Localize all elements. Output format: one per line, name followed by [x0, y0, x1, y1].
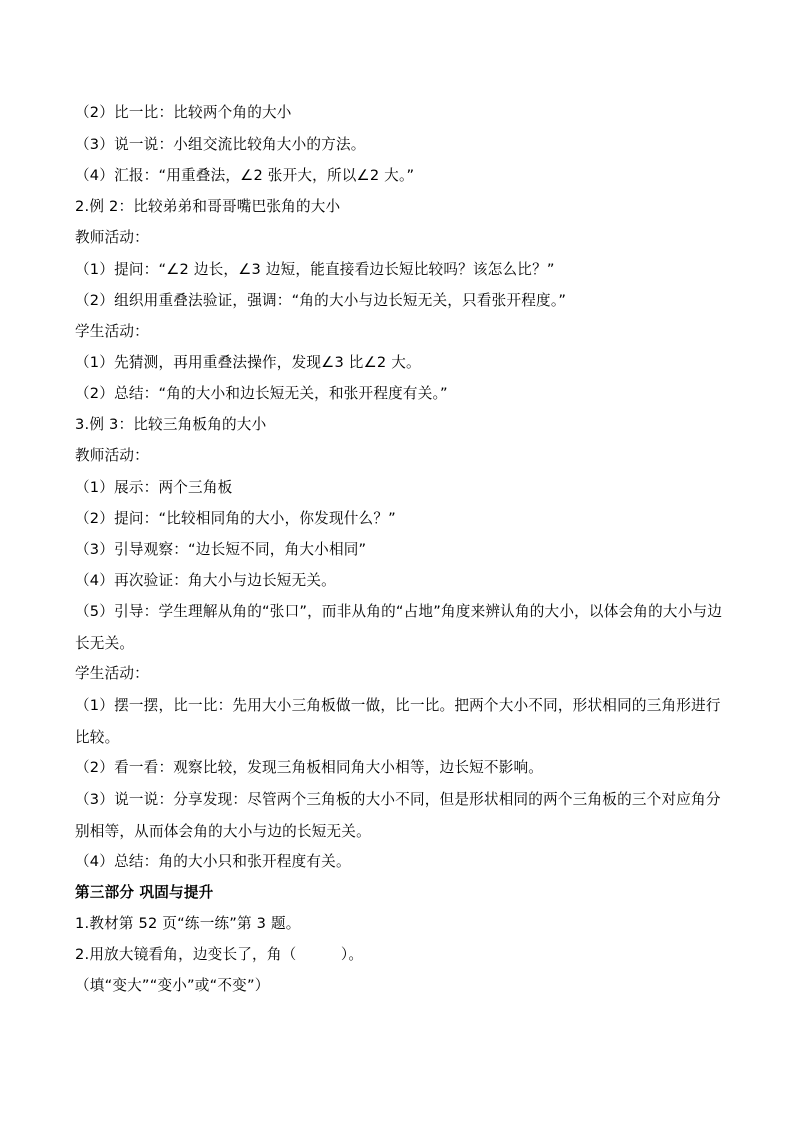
exercise-1: 1.教材第 52 页“练一练”第 3 题。 — [75, 915, 301, 932]
text-paragraph-arrange: （1）摆一摆，比一比：先用大小三角板做一做，比一比。把两个大小不同，形状相同的三角形进行比较。 — [75, 697, 721, 746]
teacher-activity-label-2: 教师活动： — [75, 447, 149, 464]
text-line-overlap-verify: （2）组织用重叠法验证，强调：“角的大小与边长短无关，只看张开程度。” — [75, 292, 567, 309]
text-line-ask-same-angle: （2）提问：“比较相同角的大小，你发现什么？” — [75, 510, 396, 527]
text-line-question: （1）提问：“∠2 边长，∠3 边短，能直接看边长短比较吗？该怎么比？” — [75, 261, 555, 278]
text-line-guide-observe: （3）引导观察：“边长短不同，角大小相同” — [75, 541, 367, 558]
exercise-2-hint: （填“变大”“变小”或“不变”） — [75, 977, 270, 994]
example-2-heading: 2.例 2：比较弟弟和哥哥嘴巴张角的大小 — [75, 198, 341, 215]
student-activity-label-1: 学生活动： — [75, 323, 149, 340]
text-line-discuss-method: （3）说一说：小组交流比较角大小的方法。 — [75, 136, 366, 153]
text-paragraph-guide: （5）引导：学生理解从角的“张口”，而非从角的“占地”角度来辨认角的大小，以体会角的大小与边长无关。 — [75, 603, 723, 652]
text-line-show: （1）展示：两个三角板 — [75, 479, 233, 496]
teacher-activity-label-1: 教师活动： — [75, 229, 149, 246]
text-line-verify-again: （4）再次验证：角大小与边长短无关。 — [75, 572, 336, 589]
text-line-guess: （1）先猜测，再用重叠法操作，发现∠3 比∠2 大。 — [75, 354, 421, 371]
text-line-compare-two: （2）比一比：比较两个角的大小 — [75, 104, 292, 121]
text-line-summary-1: （2）总结：“角的大小和边长短无关，和张开程度有关。” — [75, 385, 448, 402]
exercise-2: 2.用放大镜看角，边变长了，角（ ）。 — [75, 946, 364, 963]
text-paragraph-share: （3）说一说：分享发现：尽管两个三角板的大小不同，但是形状相同的两个三角板的三个对应角分别相等，从而体会角的大小与边的长短无关。 — [75, 791, 721, 840]
text-line-look: （2）看一看：观察比较，发现三角板相同角大小相等，边长短不影响。 — [75, 759, 544, 776]
text-line-report: （4）汇报：“用重叠法，∠2 张开大，所以∠2 大。” — [75, 167, 415, 184]
example-3-heading: 3.例 3：比较三角板角的大小 — [75, 416, 267, 433]
text-line-conclusion: （4）总结：角的大小只和张开程度有关。 — [75, 853, 351, 870]
section-3-heading: 第三部分 巩固与提升 — [75, 884, 214, 901]
student-activity-label-2: 学生活动： — [75, 665, 149, 682]
